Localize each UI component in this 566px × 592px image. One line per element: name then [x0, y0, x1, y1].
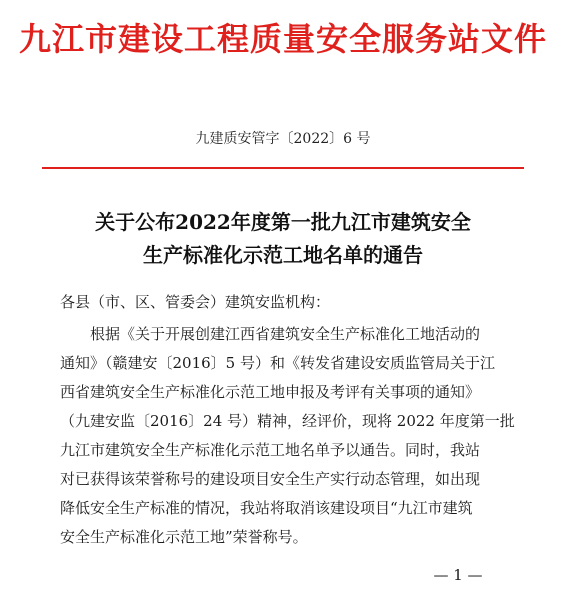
salutation: 各县（市、区、管委会）建筑安监机构： [60, 293, 331, 311]
body-line-8: 安全生产标准化示范工地”荣誉称号。 [60, 528, 308, 546]
document-number: 九建质安管字〔2022〕6 号 [195, 131, 371, 147]
body-line-1: 根据《关于开展创建江西省建筑安全生产标准化工地活动的 [90, 325, 481, 343]
organization-header: 九江市建设工程质量安全服务站文件 [18, 20, 547, 58]
body-line-3: 西省建筑安全生产标准化示范工地申报及考评有关事项的通知》 [60, 383, 481, 401]
body-line-7: 降低安全生产标准的情况，我站将取消该建设项目“九江市建筑 [60, 499, 473, 517]
body-line-4: （九建安监〔2016〕24 号）精神，经评价，现将 2022 年度第一批 [60, 412, 515, 430]
body-line-6: 对已获得该荣誉称号的建设项目安全生产实行动态管理，如出现 [60, 470, 481, 488]
document-title-line-1: 关于公布2022年度第一批九江市建筑安全 [95, 210, 471, 234]
header-divider [42, 167, 524, 169]
body-line-5: 九江市建筑安全生产标准化示范工地名单予以通告。同时，我站 [60, 441, 481, 459]
page-number: — 1 — [433, 566, 483, 584]
document-title-line-2: 生产标准化示范工地名单的通告 [143, 243, 423, 267]
body-line-2: 通知》（赣建安〔2016〕5 号）和《转发省建设安质监管局关于江 [60, 354, 495, 372]
